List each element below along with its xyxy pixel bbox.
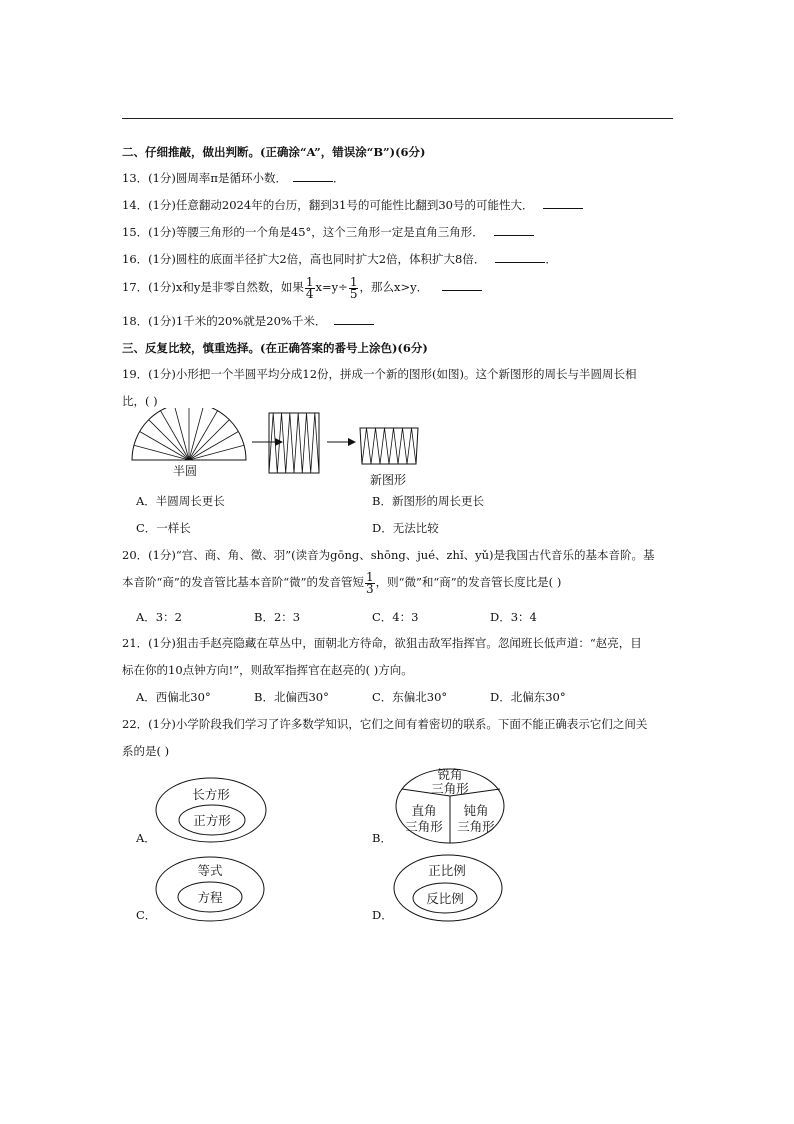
right-angle-label-line1: 直角: [411, 803, 437, 818]
question-17-pre: 17．(1分)x和y是非零自然数，如果: [122, 280, 304, 294]
question-16-text: 16．(1分)圆柱的底面半径扩大2倍，高也同时扩大2倍，体积扩大8倍．: [122, 252, 486, 266]
answer-blank-17[interactable]: [442, 279, 482, 291]
acute-label-line1: 锐角: [437, 767, 463, 782]
question-14-text: 14．(1分)任意翻动2024年的台历，翻到31号的可能性比翻到30号的可能性大．: [122, 198, 534, 212]
header-rule: [122, 118, 673, 119]
arrow-icon: [252, 438, 283, 446]
q22-option-b-diagram[interactable]: [394, 767, 506, 845]
obtuse-label-line2: 三角形: [457, 819, 495, 834]
q19-option-b[interactable]: B．新图形的周长更长: [372, 494, 484, 508]
q19-option-c[interactable]: C．一样长: [136, 521, 191, 535]
new-shape: [360, 428, 418, 464]
acute-label-line2: 三角形: [431, 781, 469, 796]
question-20-pre: 本音阶“商”的发音管比基本音阶“微”的发音管短: [122, 575, 365, 589]
q22-option-b-letter[interactable]: B．: [372, 831, 392, 845]
question-20-post: ，则“微”和“商”的发音管长度比是( ): [375, 575, 562, 589]
outer-label: 长方形: [192, 787, 230, 802]
answer-blank-18[interactable]: [334, 313, 374, 325]
outer-label: 正比例: [428, 863, 466, 878]
semicircle-shape: [132, 408, 246, 460]
question-14: [122, 197, 583, 213]
question-17: [122, 275, 482, 300]
question-19-line2: 比，( ): [122, 394, 158, 408]
arrow-icon: [327, 438, 356, 446]
q22-option-a-diagram[interactable]: [154, 775, 269, 845]
question-20-line1: 20．(1分)“宫、商、角、徵、羽”(读音为gōng、shōng、jué、zhǐ、yǔ)是我国古代音乐的基本音阶。基: [122, 548, 655, 562]
question-21-line2: 标在你的10点钟方向!”，则敌军指挥官在赵亮的( )方向。: [122, 663, 413, 677]
semicircle-rearrangement-figure: [130, 408, 430, 490]
section2-heading: 二、仔细推敲，做出判断。(正确涂“A”，错误涂“B”)(6分): [122, 145, 426, 159]
q21-option-d[interactable]: D．北偏东30°: [490, 690, 566, 704]
semicircle-spoke: [189, 445, 244, 460]
question-15: [122, 224, 534, 240]
q22-option-c-letter[interactable]: C．: [136, 908, 157, 922]
q21-option-c[interactable]: C．东偏北30°: [372, 690, 448, 704]
question-15-text: 15．(1分)等腰三角形的一个角是45°，这个三角形一定是直角三角形．: [122, 225, 484, 239]
inner-label: 正方形: [193, 813, 231, 828]
q20-option-a[interactable]: A．3：2: [136, 610, 182, 624]
answer-blank-15[interactable]: [494, 224, 534, 236]
inner-label: 方程: [197, 890, 223, 905]
obtuse-label-line1: 钝角: [463, 803, 489, 818]
question-18: [122, 313, 374, 329]
semicircle-label: 半圆: [173, 464, 198, 478]
question-17-post: ，那么x>y．: [359, 280, 429, 294]
question-13-end: ．: [332, 171, 345, 185]
inner-label: 反比例: [426, 891, 464, 906]
section3-heading: 三、反复比较，慎重选择。(在正确答案的番号上涂色)(6分): [122, 341, 428, 355]
question-17-mid: x=y÷: [315, 280, 348, 294]
question-16-end: ．: [545, 252, 557, 266]
question-13-text: 13．(1分)圆周率π是循环小数．: [122, 171, 287, 185]
question-19-line1: 19．(1分)小形把一个半圆平均分成12份，拼成一个新的图形(如图)。这个新图形的周长与半圆周长相: [122, 367, 637, 381]
question-22-line1: 22．(1分)小学阶段我们学习了许多数学知识，它们之间有着密切的联系。下面不能正确表示它们之间关: [122, 717, 648, 731]
right-angle-label-line2: 三角形: [405, 819, 443, 834]
q19-option-a[interactable]: A．半圆周长更长: [136, 494, 225, 508]
question-18-text: 18．(1分)1千米的20%就是20%千米．: [122, 314, 327, 328]
new-shape-label: 新图形: [370, 473, 407, 487]
q19-option-d[interactable]: D．无法比较: [372, 521, 439, 535]
question-21-line1: 21．(1分)狙击手赵亮隐藏在草丛中，面朝北方待命，欲狙击敌军指挥官。忽闻班长低声道：“赵亮，目: [122, 636, 642, 650]
q21-option-a[interactable]: A．西偏北30°: [136, 690, 211, 704]
fraction-one-quarter: $\frac{1}{4}$: [305, 274, 314, 301]
q21-option-b[interactable]: B．北偏西30°: [254, 690, 329, 704]
question-13: [122, 170, 344, 186]
question-22-line2: 系的是( ): [122, 744, 170, 758]
answer-blank-16[interactable]: [495, 251, 545, 263]
q20-option-d[interactable]: D．3：4: [490, 610, 537, 624]
answer-blank-13[interactable]: [293, 170, 333, 182]
q22-option-d-diagram[interactable]: [392, 853, 504, 923]
q22-option-a-letter[interactable]: A．: [136, 831, 156, 845]
semicircle-spoke: [134, 445, 189, 460]
outer-label: 等式: [197, 863, 223, 878]
question-20-line2: [122, 570, 561, 595]
fraction-one-third: $\frac{1}{3}$: [366, 569, 374, 596]
q22-option-c-diagram[interactable]: [154, 855, 266, 923]
q20-option-c[interactable]: C．4：3: [372, 610, 419, 624]
q20-option-b[interactable]: B．2：3: [254, 610, 301, 624]
answer-blank-14[interactable]: [543, 197, 583, 209]
q22-option-d-letter[interactable]: D．: [372, 908, 393, 922]
question-16: [122, 251, 557, 267]
fraction-one-fifth: $\frac{1}{5}$: [349, 274, 358, 301]
